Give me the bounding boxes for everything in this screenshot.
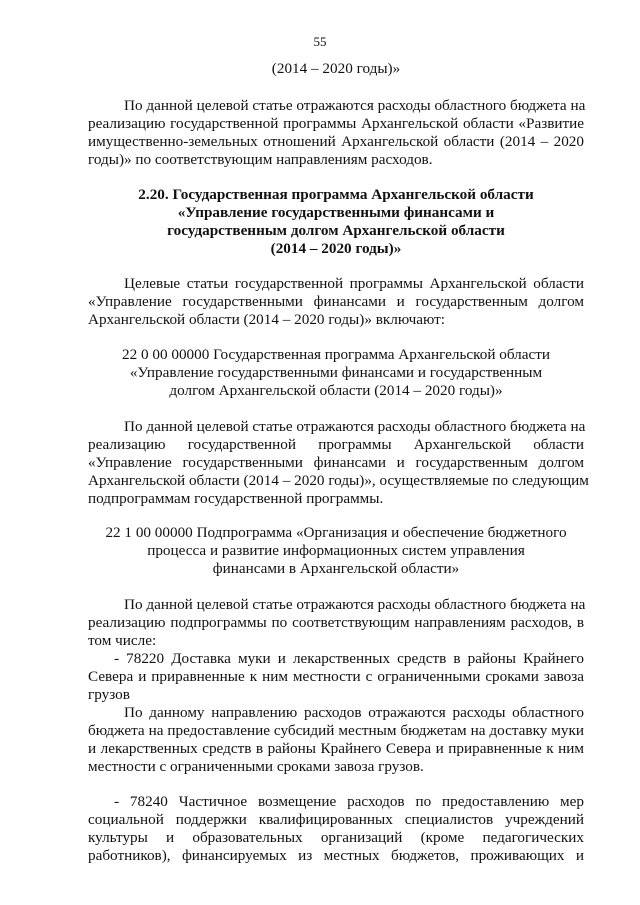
- paragraph-line: имущественно-земельных отношений Архангельской области (2014 – 2020: [88, 133, 584, 150]
- target-article-heading: процесса и развитие информационных систем управления: [147, 542, 525, 559]
- paragraph-line: По данной целевой статье отражаются расходы областного бюджета на: [124, 418, 586, 435]
- paragraph-line: реализацию государственной программы Архангельской области: [88, 436, 584, 453]
- list-item-line: грузов: [88, 686, 130, 703]
- paragraph-line: Архангельской области (2014 – 2020 годы)» включают:: [88, 311, 445, 328]
- list-item-line: - 78240 Частичное возмещение расходов по предоставлению мер: [114, 793, 584, 810]
- paragraph-line: годы)» по соответствующим направлениям расходов.: [88, 151, 433, 168]
- target-article-heading: 22 0 00 00000 Государственная программа Архангельской области: [121, 346, 551, 363]
- previous-program-title-end: (2014 – 2020 годы)»: [271, 60, 401, 77]
- paragraph-line: реализацию подпрограммы по соответствующим направлениям расходов, в: [88, 614, 584, 631]
- section-heading: (2014 – 2020 годы)»: [270, 240, 402, 257]
- paragraph-line: и лекарственных средств в районы Крайнего Севера и приравненные к ним: [88, 740, 584, 757]
- target-article-heading: 22 1 00 00000 Подпрограмма «Организация и обеспечение бюджетного: [105, 524, 567, 541]
- paragraph-line: По данной целевой статье отражаются расходы областного бюджета на: [124, 596, 586, 613]
- section-heading: «Управление государственными финансами и: [177, 204, 495, 221]
- list-item-line: работников), финансируемых из местных бюджетов, проживающих и: [88, 847, 584, 864]
- paragraph-line: «Управление государственными финансами и государственным долгом: [88, 454, 584, 471]
- list-item-line: - 78220 Доставка муки и лекарственных средств в районы Крайнего: [114, 650, 584, 667]
- section-heading: государственным долгом Архангельской области: [167, 222, 505, 239]
- list-item-line: культуры и образовательных организаций (кроме педагогических: [88, 829, 584, 846]
- target-article-heading: «Управление государственными финансами и государственным: [129, 364, 543, 381]
- paragraph-line: том числе:: [88, 632, 157, 649]
- list-item-line: социальной поддержки квалифицированных специалистов учреждений: [88, 811, 584, 828]
- paragraph-line: «Управление государственными финансами и государственным долгом: [88, 293, 584, 310]
- paragraph-line: бюджета на предоставление субсидий местным бюджетам на доставку муки: [88, 722, 584, 739]
- paragraph-line: местности с ограниченными сроками завоза грузов.: [88, 758, 424, 775]
- section-heading: 2.20. Государственная программа Архангельской области: [138, 186, 534, 203]
- paragraph-line: подпрограммам государственной программы.: [88, 490, 384, 507]
- paragraph-line: По данному направлению расходов отражаются расходы областного: [124, 704, 584, 721]
- paragraph-line: реализацию государственной программы Архангельской области «Развитие: [88, 115, 584, 132]
- target-article-heading: долгом Архангельской области (2014 – 2020 годы)»: [169, 382, 503, 399]
- list-item-line: Севера и приравненные к ним местности с ограниченными сроками завоза: [88, 668, 584, 685]
- target-article-heading: финансами в Архангельской области»: [212, 560, 460, 577]
- paragraph-line: Архангельской области (2014 – 2020 годы)», осуществляемые по следующим: [88, 472, 589, 489]
- paragraph-line: По данной целевой статье отражаются расходы областного бюджета на: [124, 97, 586, 114]
- page-number: 55: [313, 34, 327, 49]
- paragraph-line: Целевые статьи государственной программы Архангельской области: [124, 275, 584, 292]
